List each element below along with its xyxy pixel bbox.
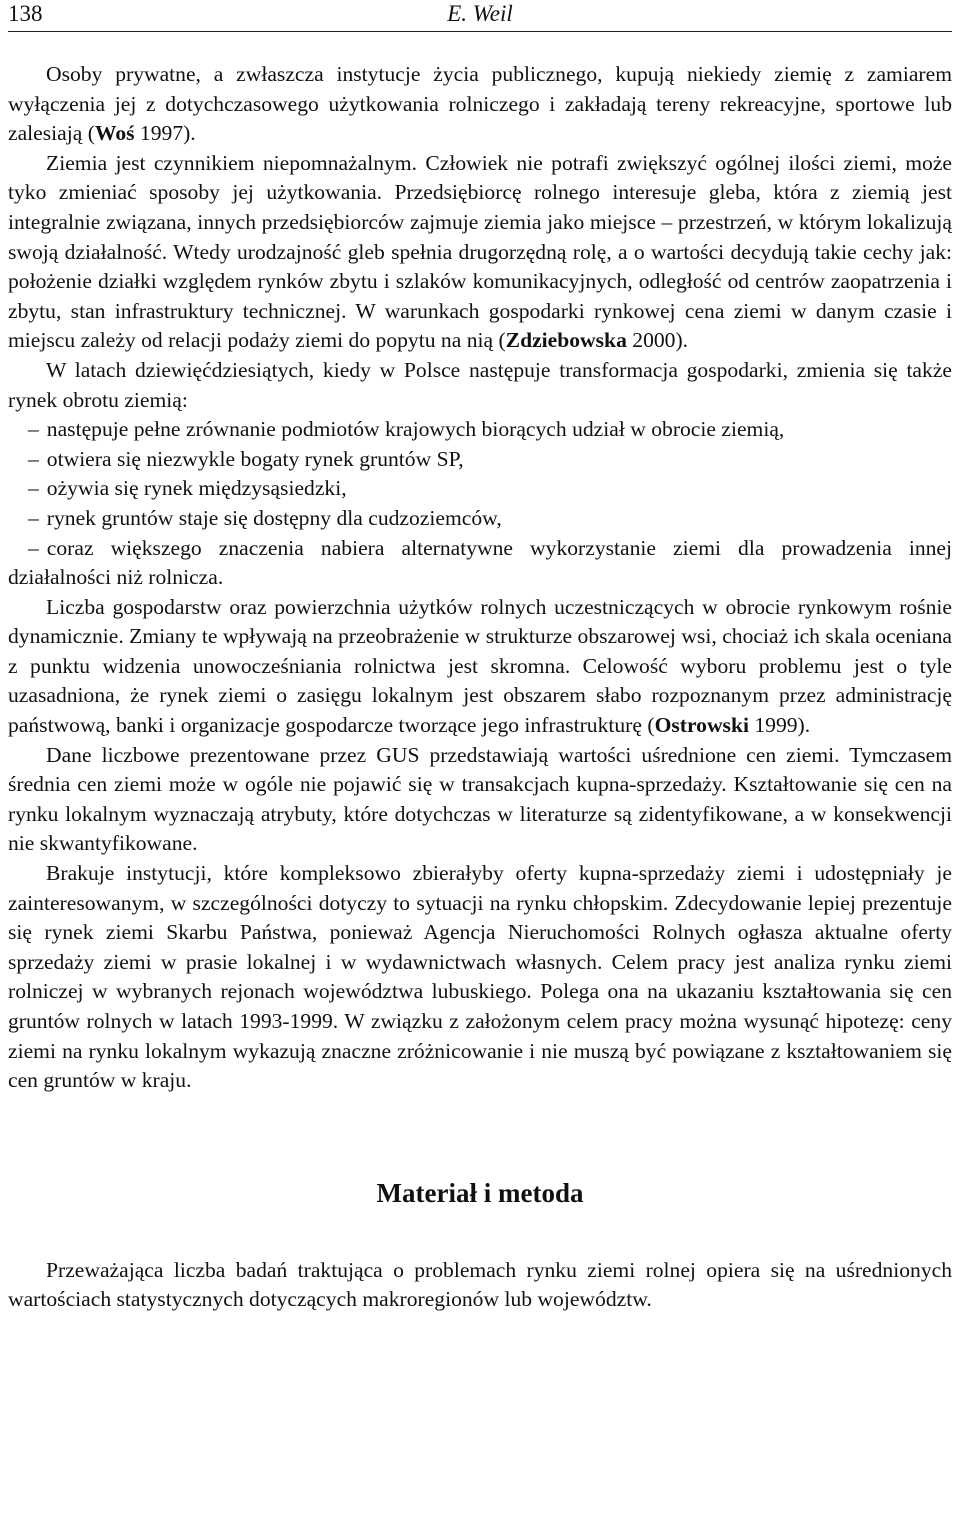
citation-year: 1997). — [134, 121, 196, 146]
running-head: E. Weil — [447, 1, 513, 26]
list-item-text: rynek gruntów staje się dostępny dla cudzoziemców, — [46, 505, 502, 530]
dash-marker: – — [28, 476, 39, 501]
dash-list — [8, 415, 952, 593]
list-item-text: coraz większego znaczenia nabiera alternatywne wykorzystanie ziemi dla prowadzenia innej działalności niż rolnicza. — [8, 535, 952, 590]
citation-author: Woś — [94, 121, 135, 146]
list-item — [8, 415, 952, 445]
citation-year: 2000). — [626, 328, 689, 353]
paragraph-7: Przeważająca liczba badań traktująca o problemach rynku ziemi rolnej opiera się na uśrednionych wartościach statystycznych dotyczących makroregionów lub województw. — [8, 1257, 952, 1312]
list-item-text: otwiera się niezwykle bogaty rynek gruntów SP, — [46, 446, 464, 471]
dash-marker: – — [28, 417, 39, 442]
paragraph-text: Liczba gospodarstw oraz powierzchnia użytków rolnych uczestniczących w obrocie rynkowym rośnie dynamicznie. Zmiany te wpływają na przeobrażenie w strukturze obszarowej wsi, chociaż ich skala oceniana z punktu widzenia unowocześniania rolnictwa jest skromna. Celowość wyboru problemu jest o tyle uzasadniona, że rynek ziemi o zasięgu lokalnym jest obszarem słabo rozpoznanym przez administrację państwową, banki i organizacje gospodarcze tworzące jego infrastrukturę ( — [8, 594, 952, 738]
paragraph-5: Dane liczbowe prezentowane przez GUS przedstawiają wartości uśrednione cen ziemi. Tymczasem średnia cen ziemi może w ogóle nie pojawić się w transakcjach kupna-sprzedaży. Kształtowanie się cen na rynku lokalnym wyznaczają atrybuty, które dotychczas w literaturze są zidentyfikowane, a w konsekwencji nie skwantyfikowane. — [8, 742, 952, 856]
citation-year: 1999). — [748, 713, 811, 738]
paragraph-text: Osoby prywatne, a zwłaszcza instytucje życia publicznego, kupują niekiedy ziemię z zamiarem wyłączenia jej z dotychczasowego użytkowania rolniczego i zakładają tereny rekreacyjne, sportowe lub zalesiają ( — [8, 62, 952, 146]
page-header — [8, 0, 952, 32]
list-item — [8, 534, 952, 593]
paragraph-1 — [8, 60, 952, 149]
dash-marker: – — [28, 505, 39, 530]
list-item — [8, 504, 952, 534]
paragraph-text: Ziemia jest czynnikiem niepomnażalnym. Człowiek nie potrafi zwiększyć ogólnej ilości ziemi, może tyko zmieniać sposoby jej użytkowania. Przedsiębiorcę rolnego interesuje gleba, która z ziemią jest integralnie związana, innych przedsiębiorców zajmuje ziemia jako miejsce – przestrzeń, w którym lokalizują swoją działalność. Wtedy urodzajność gleb spełnia drugorzędną rolę, a o wartości decydują takie cechy jak: położenie działki względem rynków zbytu i szlaków komunikacyjnych, odległość od centrów zaopatrzenia i zbytu, stan infrastruktury technicznej. W warunkach gospodarki rynkowej cena ziemi w danym czasie i miejscu zależy od relacji podaży ziemi do popytu na nią ( — [8, 150, 952, 353]
paragraph-2 — [8, 149, 952, 356]
list-item — [8, 474, 952, 504]
page-number: 138 — [8, 1, 43, 26]
page-body — [8, 60, 952, 1315]
list-item-text: ożywia się rynek międzysąsiedzki, — [46, 476, 347, 501]
section-heading: Materiał i metoda — [376, 1177, 584, 1208]
list-item — [8, 445, 952, 475]
dash-marker: – — [28, 446, 39, 471]
paragraph-3: W latach dziewięćdziesiątych, kiedy w Polsce następuje transformacja gospodarki, zmienia się także rynek obrotu ziemią: — [8, 357, 952, 412]
dash-marker: – — [28, 535, 39, 560]
list-item-text: następuje pełne zrównanie podmiotów krajowych biorących udział w obrocie ziemią, — [46, 417, 785, 442]
paragraph-4 — [8, 593, 952, 741]
citation-author: Zdziebowska — [505, 328, 627, 353]
paragraph-6: Brakuje instytucji, które kompleksowo zbierałyby oferty kupna-sprzedaży ziemi i udostępniały je zainteresowanym, w szczególności dotyczy to sytuacji na rynku chłopskim. Zdecydowanie lepiej prezentuje się rynek ziemi Skarbu Państwa, ponieważ Agencja Nieruchomości Rolnych ogłasza aktualne oferty sprzedaży ziemi w prasie lokalnej i w wydawnictwach własnych. Celem pracy jest analiza rynku ziemi rolniczej w wybranych rejonach województwa lubuskiego. Polega ona na ukazaniu kształtowania się cen gruntów rolnych w latach 1993-1999. W związku z założonym celem pracy można wysunąć hipotezę: ceny ziemi na rynku lokalnym wykazują znaczne zróżnicowanie i nie muszą być powiązane z kształtowaniem się cen gruntów w kraju. — [8, 861, 952, 1093]
citation-author: Ostrowski — [654, 713, 749, 738]
